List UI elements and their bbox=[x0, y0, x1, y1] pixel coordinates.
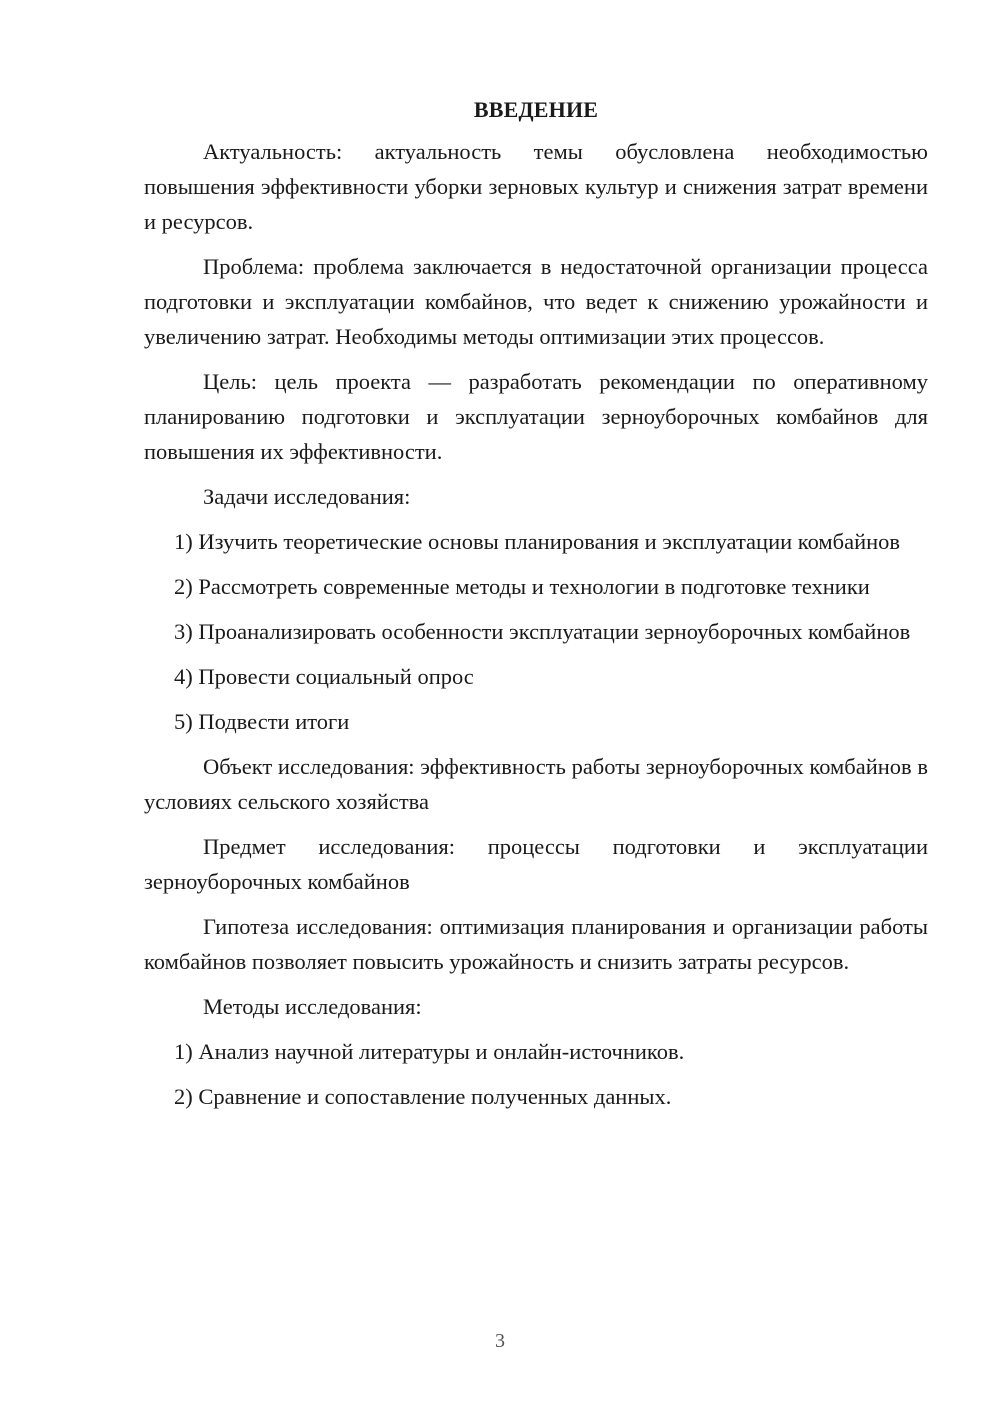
hypothesis-paragraph: Гипотеза исследования: оптимизация планирования и организации работы комбайнов позволяет повысить урожайность и снизить затраты ресурсов. bbox=[144, 914, 928, 974]
document-page bbox=[144, 92, 928, 1124]
task-item: 1) Изучить теоретические основы планирования и эксплуатации комбайнов bbox=[174, 529, 901, 554]
goal-paragraph: Цель: цель проекта — разработать рекомендации по оперативному планированию подготовки и эксплуатации зерноуборочных комбайнов для повышения их эффективности. bbox=[144, 369, 928, 464]
task-item: 3) Проанализировать особенности эксплуатации зерноуборочных комбайнов bbox=[174, 619, 911, 644]
method-item: 1) Анализ научной литературы и онлайн-источников. bbox=[174, 1039, 685, 1064]
section-title: ВВЕДЕНИЕ bbox=[473, 97, 599, 122]
methods-heading: Методы исследования: bbox=[203, 994, 422, 1019]
relevance-paragraph: Актуальность: актуальность темы обусловлена необходимостью повышения эффективности уборки зерновых культур и снижения затрат времени и ресурсов. bbox=[144, 139, 928, 234]
task-item: 4) Провести социальный опрос bbox=[174, 664, 474, 689]
tasks-heading: Задачи исследования: bbox=[203, 484, 411, 509]
problem-paragraph: Проблема: проблема заключается в недостаточной организации процесса подготовки и эксплуатации комбайнов, что ведет к снижению урожайности и увеличению затрат. Необходимы методы оптимизации этих процессов. bbox=[144, 254, 928, 349]
subject-paragraph: Предмет исследования: процессы подготовки и эксплуатации зерноуборочных комбайнов bbox=[144, 834, 928, 894]
task-item: 5) Подвести итоги bbox=[174, 709, 350, 734]
page-number: 3 bbox=[495, 1330, 505, 1352]
object-paragraph: Объект исследования: эффективность работы зерноуборочных комбайнов в условиях сельского хозяйства bbox=[144, 754, 928, 814]
task-item: 2) Рассмотреть современные методы и технологии в подготовке техники bbox=[174, 574, 870, 599]
method-item: 2) Сравнение и сопоставление полученных данных. bbox=[174, 1084, 672, 1109]
